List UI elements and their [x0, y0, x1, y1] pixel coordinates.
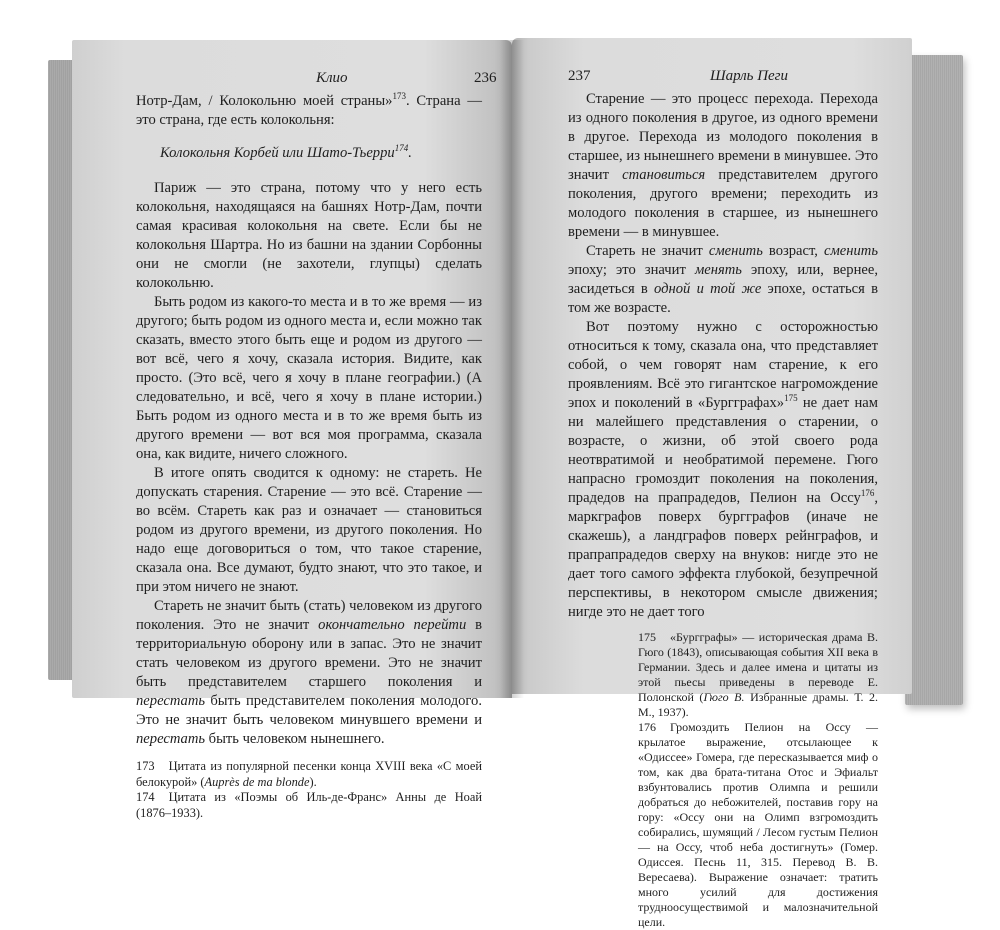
- footnote-176: 176 Громоздить Пелион на Оссу — крылатое выражение, отсылающее к «Одиссее» Гомера, где пересказывается миф о том, как два брата-титана Отос и Эфиальт взбунтовались против Олимпа и решили добраться до небожителей, поставив гору на гору: «Оссу они на Олимп взгромоздить собирались, шумящий / Лесом густым Пелион — на Оссу, чтоб неба достигнуть» (Гомер. Одиссея. Песнь 11, 315. Перевод В. В. Вересаева). Выражение означает: тратить много усилий для достижения трудноосуществимой и малозначительной цели.: [638, 720, 878, 929]
- left-page-number: 236: [474, 70, 497, 86]
- left-page: [72, 40, 512, 820]
- left-paragraph-1: Нотр-Дам, / Колокольню моей страны»$^{173}$. Страна — это страна, где есть колокольня:: [136, 91, 482, 128]
- footnote-ref-176: 176: [860, 488, 875, 499]
- right-running-head: [568, 68, 878, 90]
- left-paragraph-4: В итоге опять сводится к одному: не стареть. Не допускать старения. Старение — это всё. Старение — во всём. Стареть как раз и означает — становиться родом из другого времени, из другого поколения. Но надо еще договориться о том, что такое старение, сказала она. Все думают, будто знают, что это такое, и при этом ничего не знают.: [136, 465, 482, 595]
- right-page: [512, 38, 912, 929]
- footnote-ref-175: 175: [784, 393, 798, 404]
- right-header-title: Шарль Пеги: [710, 68, 789, 84]
- right-paragraph-1: Старение — это процесс перехода. Перехода из одного поколения в другое, из одного времени в другое. Перехода из молодого поколения в старшее, из нынешнего времени в минувшее. Это значит становиться представителем другого поколения, другого времени; переходить из молодого поколения в старшее, из нынешнего времени — в минувшее.: [568, 91, 878, 240]
- footnote-ref-173: 173: [392, 91, 406, 102]
- right-body-text: [568, 90, 878, 622]
- footnote-ref-174: 174: [394, 143, 409, 154]
- right-page-number: 237: [568, 68, 591, 84]
- epigraph: Колокольня Корбей или Шато-Тьерри$^{174}$.: [160, 143, 412, 161]
- spine-shadow: [500, 40, 524, 698]
- left-running-head: [136, 70, 497, 92]
- left-paragraph-3: Быть родом из какого-то места и в то же время — из другого; быть родом из одного места и, если можно так сказать, вместо этого быть еще и родом из другого — вот всё, чего я хочу, сказала история. Видите, как просто. (Это всё, чего я хочу в плане географии.) (А следовательно, и всё, чего я хочу в плане истории.) Быть родом из одного места и в то же время быть из другого времени — вот вся моя программа, сказала она, как видите, ничего сложного.: [136, 294, 482, 462]
- left-paragraph-5: Стареть не значит быть (стать) человеком из другого поколения. Это не значит окончательно перейти в территориальную оборону или в запас. Это не значит стать человеком из другого времени. Это не значит быть представителем старшего поколения и перестать быть представителем поколения молодого. Это не значит быть человеком минувшего времени и перестать быть человеком нынешнего.: [136, 598, 483, 747]
- right-paragraph-3: Вот поэтому нужно с осторожностью относиться к тому, сказала она, что представляет собой, о чем говорят нам старение, к его проявлениям. Всё это гигантское нагромождение эпох и поколений в «Бургграфах»$^{175}$ не дает нам ни малейшего представления о старении, о возрасте, о жизни, об этой своего рода неотвратимой и необратимой перемене. Гюго напрасно громоздит поколения на поколения, прадедов на прапрадедов, Пелион на Оссу$^{176}$, маркграфов поверх бургграфов (иначе не скажешь), а ландграфов поверх рейнграфов, и прапрапрадедов сверху на внуков: нигде это не дает того самого эффекта глубокой, безупречной перспективы, в некотором смысле движения; нигде это не дает того: [568, 319, 878, 620]
- right-paragraph-2: Стареть не значит сменить возраст, сменить эпоху; это значит менять эпоху, или, вернее, засидеться в одной и той же эпохе, остаться в том же возрасте.: [568, 243, 878, 316]
- left-paragraph-2: Париж — это страна, потому что у него есть колокольня, находящаяся на башнях Нотр-Дам, почти самая красивая колокольня на свете. Если бы не колокольня Шартра. Но из башни на здании Сорбонны они не смогли (не захотели, глупцы) сделать колокольню.: [136, 180, 482, 291]
- footnote-175: 175 «Бургграфы» — историческая драма В. Гюго (1843), описывающая события XII века в Германии. Здесь и далее имена и цитаты из этой пьесы приведены в переводе Е. Полонской (Гюго В. Избранные драмы. Т. 2. М., 1937).: [638, 630, 878, 719]
- left-header-title: Клио: [316, 70, 348, 86]
- right-page-edges: [905, 55, 963, 705]
- footnote-173: 173 Цитата из популярной песенки конца XVIII века «С моей белокурой» (Auprès de ma blonde).: [136, 759, 482, 789]
- left-footnotes: [136, 759, 482, 821]
- left-body-text: [136, 92, 482, 749]
- footnote-174: 174 Цитата из «Поэмы об Иль-де-Франс» Анны де Ноай (1876–1933).: [136, 790, 482, 820]
- right-footnotes: [638, 630, 878, 930]
